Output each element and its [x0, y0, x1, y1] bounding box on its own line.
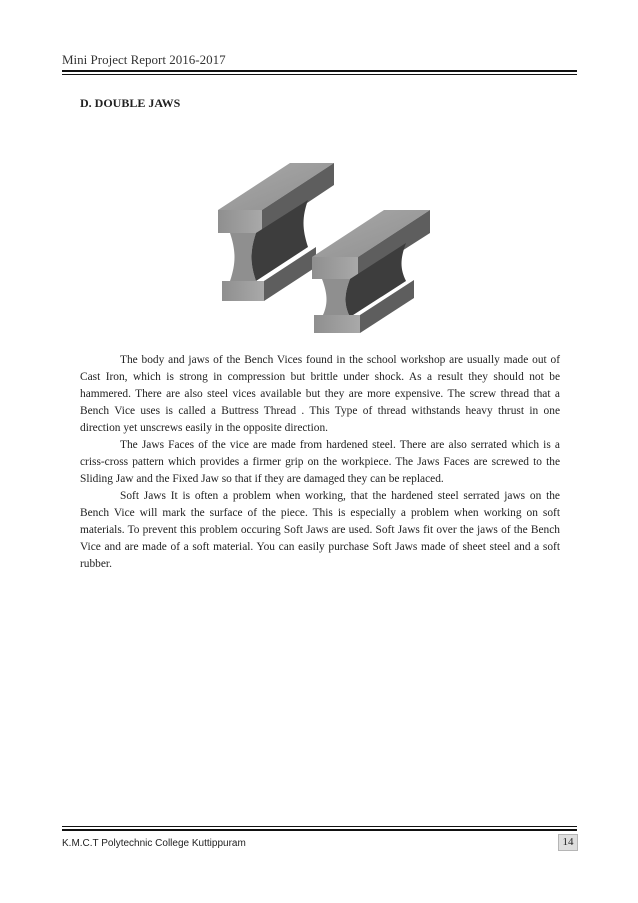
right-jaw-base-front	[314, 315, 360, 333]
footer-rule-thin	[62, 826, 577, 827]
paragraph-soft-jaws: Soft Jaws It is often a problem when working, that the hardened steel serrated jaws on the Bench Vice will mark the surface of the piece. This is especially a problem when working on soft materials. To prevent this problem occuring Soft Jaws are used. Soft Jaws fit over the jaws of the Bench Vice and are made of a soft material. You can easily purchase Soft Jaws made of sheet steel and a soft rubber.	[80, 490, 560, 570]
paragraph-jaw-faces: The Jaws Faces of the vice are made from hardened steel. There are also serrated which is a criss-cross pattern which provides a firmer grip on the workpiece. The Jaws Faces are screwed to the Sliding Jaw and the Fixed Jaw so that if they are damaged they can be replaced.	[80, 439, 560, 485]
header-rule-thick	[62, 70, 577, 72]
section-heading: D. DOUBLE JAWS	[80, 96, 181, 110]
page-number: 14	[558, 834, 578, 851]
left-jaw-base-front	[222, 281, 264, 301]
right-jaw-front	[312, 257, 358, 279]
left-jaw-front	[218, 210, 262, 233]
double-jaws-image	[216, 155, 434, 335]
paragraph-bench-vice-body: The body and jaws of the Bench Vices found in the school workshop are usually made out of Cast Iron, which is strong in compression but brittle under shock. As a result they should not be hammered. There are also steel vices available but they are more expensive. The screw thread that a Bench Vice uses is called a Buttress Thread . This Type of thread withstands heavy thrust in one direction yet unscrews easily in the opposite direction.	[80, 354, 560, 434]
footer-rule-thick	[62, 829, 577, 831]
footer-institution: K.M.C.T Polytechnic College Kuttippuram	[62, 838, 246, 849]
header-rule-thin	[62, 74, 577, 75]
header-title: Mini Project Report 2016-2017	[62, 52, 226, 67]
body-text	[80, 352, 560, 573]
